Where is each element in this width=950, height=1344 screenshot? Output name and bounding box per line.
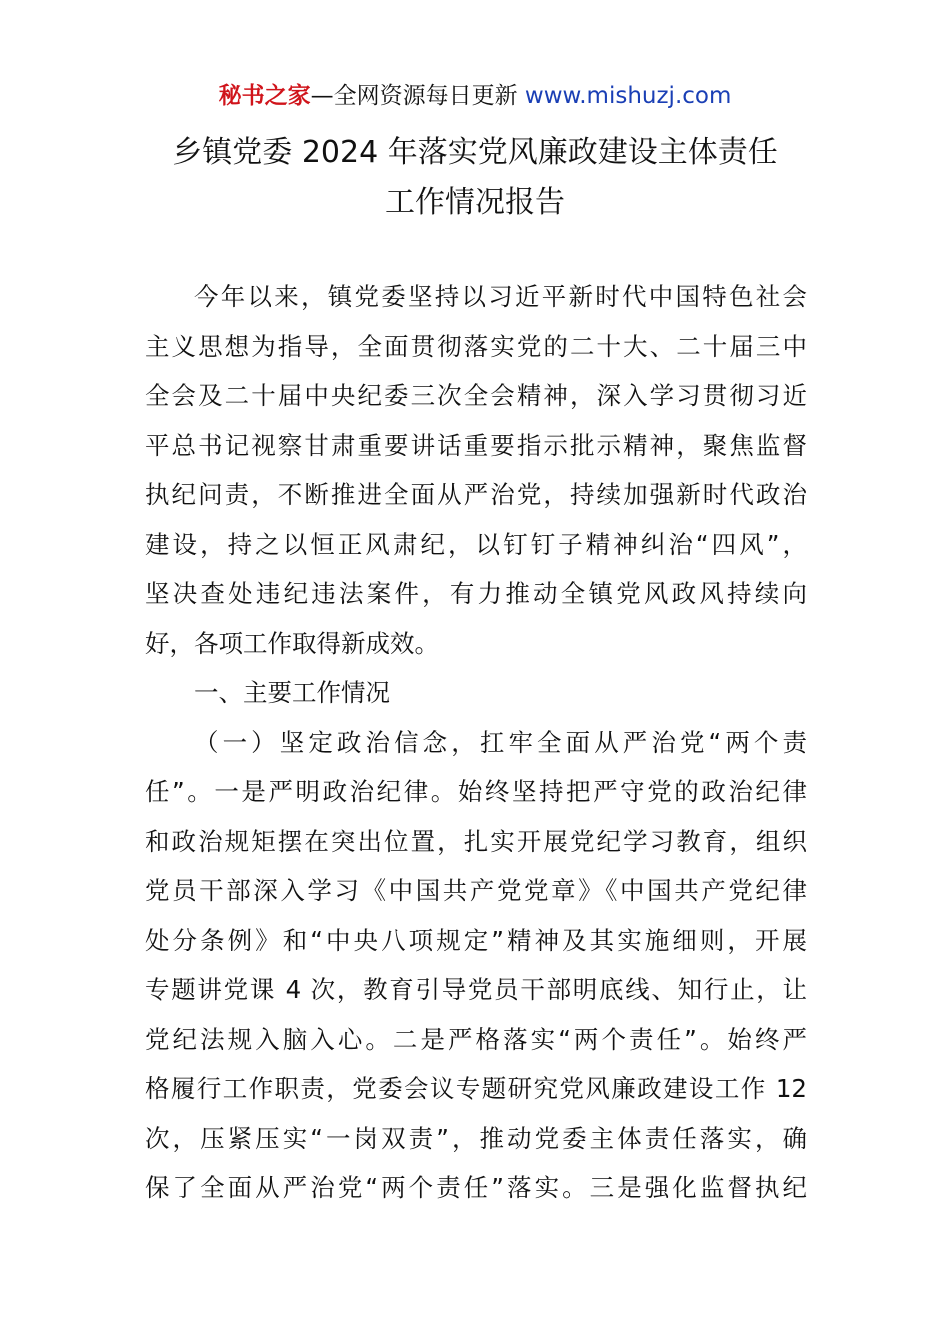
section-heading: 一、主要工作情况 [194, 678, 390, 707]
subsection-heading-line: （一）坚定政治信念，扛牢全面从严治党“两个责 [194, 727, 807, 757]
document-body [145, 272, 807, 1213]
paragraph-line: 全会及二十届中央纪委三次全会精神，深入学习贯彻习近 [145, 381, 807, 410]
paragraph-line: 党纪法规入脑入心。二是严格落实“两个责任”。始终严 [145, 1024, 807, 1054]
paragraph-line: 主义思想为指导，全面贯彻落实党的二十大、二十届三中 [145, 331, 807, 361]
paragraph-line: 和政治规矩摆在突出位置，扎实开展党纪学习教育，组织 [145, 826, 807, 856]
paragraph-line: 建设，持之以恒正风肃纪，以钉钉子精神纠治“四风”， [145, 529, 807, 559]
brand-name: 秘书之家 [218, 83, 311, 109]
paragraph-line: 任”。一是严明政治纪律。始终坚持把严守党的政治纪律 [145, 777, 807, 806]
paragraph-line: 格履行工作职责，党委会议专题研究党风廉政建设工作 12 [145, 1074, 807, 1103]
document-title [0, 128, 950, 228]
header-tagline: —全网资源每日更新 [310, 83, 525, 109]
paragraph-line: 党员干部深入学习《中国共产党党章》《中国共产党纪律 [145, 876, 807, 905]
paragraph-line: 好，各项工作取得新成效。 [145, 628, 439, 658]
paragraph-line: 平总书记视察甘肃重要讲话重要指示批示精神，聚焦监督 [145, 430, 807, 460]
paragraph-line: 处分条例》和“中央八项规定”精神及其实施细则，开展 [145, 925, 807, 955]
site-url-link[interactable]: www.mishuzj.com [524, 83, 732, 109]
title-line-1: 乡镇党委 2024 年落实党风廉政建设主体责任 [172, 135, 778, 170]
paragraph-line: 执纪问责，不断推进全面从严治党，持续加强新时代政治 [145, 480, 807, 509]
paragraph-line: 今年以来，镇党委坚持以习近平新时代中国特色社会 [194, 282, 807, 311]
paragraph-line: 坚决查处违纪违法案件，有力推动全镇党风政风持续向 [145, 579, 807, 608]
site-header [0, 80, 950, 112]
paragraph-line: 保了全面从严治党“两个责任”落实。三是强化监督执纪 [145, 1173, 807, 1202]
paragraph-line: 专题讲党课 4 次，教育引导党员干部明底线、知行止，让 [145, 975, 807, 1004]
paragraph-line: 次，压紧压实“一岗双责”，推动党委主体责任落实，确 [145, 1123, 807, 1153]
title-line-2: 工作情况报告 [385, 185, 565, 220]
